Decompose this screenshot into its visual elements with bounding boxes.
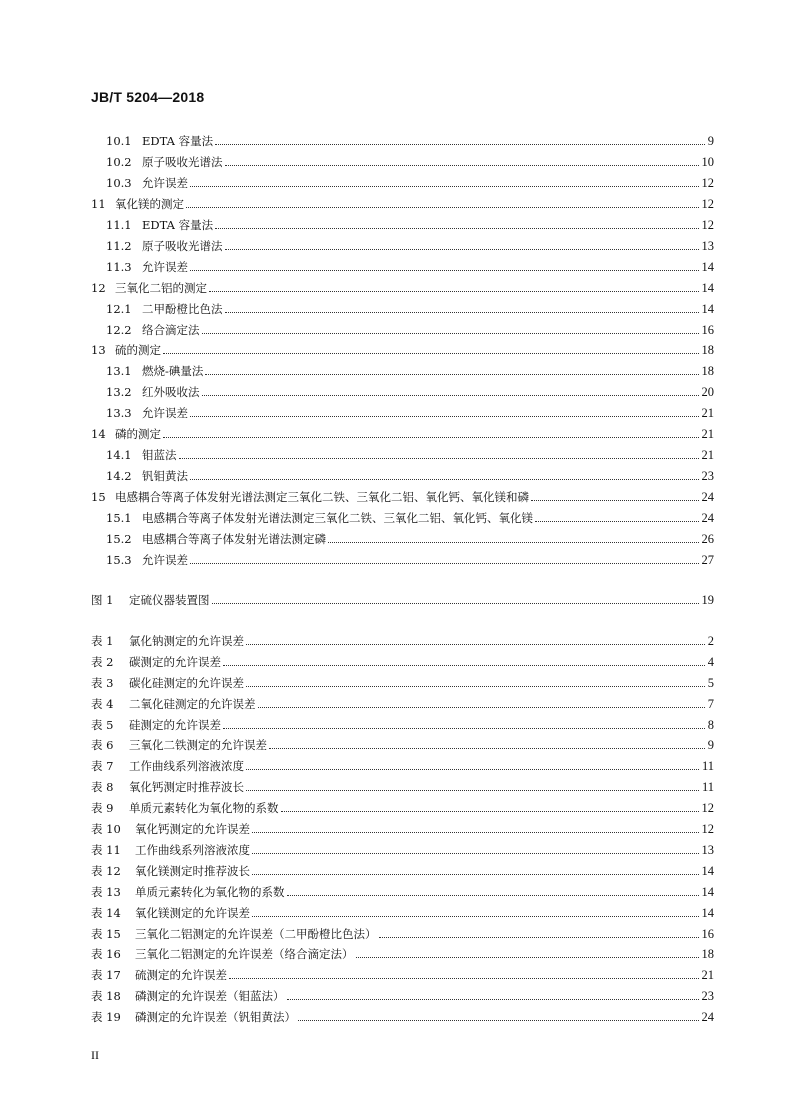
toc-entry-title: 氧化钙测定时推荐波长 — [129, 780, 244, 794]
toc-row[interactable] — [91, 816, 714, 836]
toc-entry-number: 13.3 — [106, 406, 132, 420]
toc-row[interactable] — [106, 170, 714, 190]
toc-entry-page: 21 — [701, 448, 714, 462]
toc-entry-page: 13 — [701, 843, 714, 857]
toc-entry-page: 16 — [701, 927, 714, 941]
toc-entry-title: 硫的测定 — [115, 343, 161, 357]
toc-row[interactable] — [106, 254, 714, 274]
toc-entry-number: 15 — [91, 490, 106, 504]
toc-row[interactable] — [91, 900, 714, 920]
toc-row[interactable] — [91, 837, 714, 857]
toc-entry-title: 硫测定的允许误差 — [135, 968, 227, 982]
toc-entry-number: 表 3 — [91, 676, 114, 690]
toc-entry-number: 表 12 — [91, 864, 121, 878]
toc-entry-title: 原子吸收光谱法 — [142, 239, 223, 253]
dot-leader — [186, 207, 699, 208]
toc-entry-title: 三氧化二铝测定的允许误差（二甲酚橙比色法） — [135, 927, 377, 941]
dot-leader — [190, 416, 699, 417]
dot-leader — [225, 249, 699, 250]
dot-leader — [205, 374, 698, 375]
toc-row[interactable] — [91, 753, 714, 773]
toc-entry-number: 10.3 — [106, 176, 132, 190]
dot-leader — [328, 542, 699, 543]
toc-row[interactable] — [106, 317, 714, 337]
toc-row[interactable] — [106, 505, 714, 525]
dot-leader — [356, 957, 699, 958]
toc-entry-number: 表 18 — [91, 989, 121, 1003]
toc-entry-page: 14 — [701, 302, 714, 316]
dot-leader — [225, 312, 699, 313]
toc-entry-title: 氧化镁的测定 — [115, 197, 184, 211]
toc-entry-page: 24 — [701, 511, 714, 525]
toc-row[interactable] — [91, 941, 714, 961]
toc-entry-title: 二甲酚橙比色法 — [142, 302, 223, 316]
toc-row[interactable] — [91, 732, 714, 752]
toc-entry-number: 12 — [91, 281, 106, 295]
toc-row[interactable] — [106, 212, 714, 232]
toc-entry-title: 磷测定的允许误差（钼蓝法） — [135, 989, 285, 1003]
toc-entry-page: 24 — [701, 490, 714, 504]
dot-leader — [163, 437, 699, 438]
toc-entry-page: 7 — [707, 697, 714, 711]
dot-leader — [223, 728, 705, 729]
toc-entry-number: 11.2 — [106, 239, 132, 253]
toc-entry-page: 21 — [701, 406, 714, 420]
toc-row[interactable] — [106, 149, 714, 169]
toc-entry-page: 18 — [701, 343, 714, 357]
toc-entry-title: 二氧化硅测定的允许误差 — [129, 697, 256, 711]
toc-entry-page: 12 — [701, 176, 714, 190]
dot-leader — [252, 874, 699, 875]
toc-row[interactable] — [91, 1004, 714, 1024]
toc-entry-number: 14 — [91, 427, 106, 441]
toc-entry-title: 燃烧-碘量法 — [142, 364, 204, 378]
toc-entry-page: 24 — [701, 1010, 714, 1024]
toc-entry-title: 工作曲线系列溶液浓度 — [135, 843, 250, 857]
toc-entry-number: 表 11 — [91, 843, 121, 857]
dot-leader — [246, 686, 705, 687]
toc-entry-page: 10 — [701, 155, 714, 169]
toc-entry-title: 磷的测定 — [115, 427, 161, 441]
toc-row[interactable] — [106, 128, 714, 148]
toc-entry-page: 13 — [701, 239, 714, 253]
toc-entry-number: 14.2 — [106, 469, 132, 483]
toc-entry-title: 氯化钠测定的允许误差 — [129, 634, 244, 648]
toc-entry-title: 三氧化二铝测定的允许误差（络合滴定法） — [135, 947, 354, 961]
toc-row[interactable] — [91, 962, 714, 982]
toc-entry-number: 表 6 — [91, 738, 114, 752]
toc-entry-page: 14 — [701, 864, 714, 878]
toc-entry-page: 14 — [701, 906, 714, 920]
dot-leader — [202, 333, 699, 334]
toc-row[interactable] — [106, 233, 714, 253]
toc-row[interactable] — [91, 879, 714, 899]
toc-entry-title: 红外吸收法 — [142, 385, 200, 399]
toc-row[interactable] — [91, 983, 714, 1003]
toc-entry-page: 14 — [701, 885, 714, 899]
toc-row[interactable] — [106, 463, 714, 483]
dot-leader — [379, 937, 699, 938]
dot-leader — [252, 853, 699, 854]
toc-entry-page: 4 — [707, 655, 714, 669]
toc-entry-number: 12.1 — [106, 302, 132, 316]
dot-leader — [287, 895, 699, 896]
toc-entry-number: 13.1 — [106, 364, 132, 378]
dot-leader — [215, 228, 698, 229]
toc-row[interactable] — [91, 275, 714, 295]
toc-entry-title: EDTA 容量法 — [142, 218, 214, 232]
toc-row[interactable] — [91, 858, 714, 878]
dot-leader — [223, 665, 705, 666]
toc-row[interactable] — [91, 774, 714, 794]
toc-row[interactable] — [91, 795, 714, 815]
toc-entry-title: 硅测定的允许误差 — [129, 718, 221, 732]
toc-entry-title: 工作曲线系列溶液浓度 — [129, 759, 244, 773]
toc-entry-page: 23 — [701, 989, 714, 1003]
toc-entry-title: 碳测定的允许误差 — [129, 655, 221, 669]
toc-entry-page: 20 — [701, 385, 714, 399]
toc-entry-number: 15.2 — [106, 532, 132, 546]
toc-entry-number: 表 2 — [91, 655, 114, 669]
dot-leader — [229, 978, 699, 979]
toc-entry-page: 9 — [707, 134, 714, 148]
toc-row[interactable] — [106, 296, 714, 316]
toc-entry-title: 氧化钙测定的允许误差 — [135, 822, 250, 836]
toc-row[interactable] — [106, 400, 714, 420]
dot-leader — [190, 186, 699, 187]
dot-leader — [252, 832, 699, 833]
toc-entry-page: 8 — [707, 718, 714, 732]
dot-leader — [202, 395, 699, 396]
toc-entry-page: 16 — [701, 323, 714, 337]
toc-row[interactable] — [91, 337, 714, 357]
dot-leader — [190, 479, 699, 480]
toc-entry-title: 允许误差 — [142, 553, 188, 567]
toc-entry-title: 电感耦合等离子体发射光谱法测定磷 — [142, 532, 326, 546]
dot-leader — [287, 999, 699, 1000]
toc-entry-number: 表 15 — [91, 927, 121, 941]
toc-entry-number: 15.3 — [106, 553, 132, 567]
toc-row[interactable] — [91, 421, 714, 441]
toc-entry-title: 单质元素转化为氧化物的系数 — [135, 885, 285, 899]
toc-entry-page: 12 — [701, 197, 714, 211]
toc-row[interactable] — [91, 191, 714, 211]
toc-entry-number: 图 1 — [91, 593, 114, 607]
dot-leader — [252, 916, 699, 917]
toc-entry-page: 27 — [701, 553, 714, 567]
dot-leader — [298, 1020, 699, 1021]
toc-entry-number: 表 5 — [91, 718, 114, 732]
toc-entry-title: 允许误差 — [142, 260, 188, 274]
toc-entry-page: 23 — [701, 469, 714, 483]
toc-entry-title: 允许误差 — [142, 176, 188, 190]
toc-entry-page: 19 — [701, 593, 714, 607]
toc-row[interactable] — [106, 379, 714, 399]
dot-leader — [190, 270, 699, 271]
toc-entry-number: 10.1 — [106, 134, 132, 148]
dot-leader — [246, 644, 705, 645]
toc-row[interactable] — [106, 547, 714, 567]
toc-entry-page: 21 — [701, 968, 714, 982]
toc-entry-page: 26 — [701, 532, 714, 546]
toc-entry-number: 13 — [91, 343, 106, 357]
dot-leader — [246, 769, 699, 770]
toc-entry-title: 碳化硅测定的允许误差 — [129, 676, 244, 690]
toc-entry-number: 11.1 — [106, 218, 132, 232]
toc-row[interactable] — [91, 670, 714, 690]
toc-entry-page: 2 — [707, 634, 714, 648]
dot-leader — [246, 790, 699, 791]
toc-entry-page: 12 — [701, 822, 714, 836]
toc-row[interactable] — [91, 649, 714, 669]
toc-entry-number: 14.1 — [106, 448, 132, 462]
toc-entry-number: 表 10 — [91, 822, 121, 836]
toc-entry-title: 单质元素转化为氧化物的系数 — [129, 801, 279, 815]
dot-leader — [258, 707, 705, 708]
standard-code-header: JB/T 5204—2018 — [91, 89, 205, 105]
toc-entry-number: 表 17 — [91, 968, 121, 982]
toc-entry-number: 表 14 — [91, 906, 121, 920]
toc-row[interactable] — [106, 526, 714, 546]
toc-row[interactable] — [91, 587, 714, 607]
toc-entry-page: 18 — [701, 364, 714, 378]
toc-row[interactable] — [91, 921, 714, 941]
toc-entry-title: 三氧化二铁测定的允许误差 — [129, 738, 267, 752]
dot-leader — [281, 811, 699, 812]
toc-entry-number: 表 13 — [91, 885, 121, 899]
toc-entry-title: 络合滴定法 — [142, 323, 200, 337]
toc-entry-number: 表 9 — [91, 801, 114, 815]
toc-entry-title: 原子吸收光谱法 — [142, 155, 223, 169]
toc-entry-number: 表 19 — [91, 1010, 121, 1024]
dot-leader — [531, 500, 699, 501]
toc-entry-page: 9 — [707, 738, 714, 752]
toc-entry-page: 12 — [701, 218, 714, 232]
toc-entry-number: 15.1 — [106, 511, 132, 525]
toc-entry-number: 表 4 — [91, 697, 114, 711]
dot-leader — [163, 353, 699, 354]
toc-row[interactable] — [106, 442, 714, 462]
toc-entry-number: 11 — [91, 197, 106, 211]
toc-entry-number: 表 16 — [91, 947, 121, 961]
toc-entry-title: EDTA 容量法 — [142, 134, 214, 148]
toc-entry-title: 氧化镁测定时推荐波长 — [135, 864, 250, 878]
dot-leader — [269, 748, 705, 749]
toc-entry-number: 12.2 — [106, 323, 132, 337]
toc-entry-number: 表 8 — [91, 780, 114, 794]
toc-row[interactable] — [106, 358, 714, 378]
toc-entry-page: 11 — [701, 759, 714, 773]
toc-row[interactable] — [91, 712, 714, 732]
toc-entry-title: 三氧化二铝的测定 — [115, 281, 207, 295]
toc-entry-title: 钒钼黄法 — [142, 469, 188, 483]
dot-leader — [225, 165, 699, 166]
toc-entry-page: 11 — [701, 780, 714, 794]
dot-leader — [535, 521, 699, 522]
dot-leader — [179, 458, 699, 459]
toc-row[interactable] — [91, 628, 714, 648]
toc-entry-page: 14 — [701, 260, 714, 274]
toc-row[interactable] — [91, 484, 714, 504]
toc-entry-title: 定硫仪器装置图 — [129, 593, 210, 607]
toc-entry-page: 14 — [701, 281, 714, 295]
toc-entry-title: 氧化镁测定的允许误差 — [135, 906, 250, 920]
toc-entry-page: 18 — [701, 947, 714, 961]
page-number: II — [91, 1048, 99, 1062]
dot-leader — [215, 144, 705, 145]
toc-row[interactable] — [91, 691, 714, 711]
toc-entry-number: 表 7 — [91, 759, 114, 773]
toc-entry-page: 21 — [701, 427, 714, 441]
toc-entry-number: 表 1 — [91, 634, 114, 648]
toc-entry-number: 10.2 — [106, 155, 132, 169]
dot-leader — [212, 603, 699, 604]
toc-entry-title: 电感耦合等离子体发射光谱法测定三氧化二铁、三氧化二铝、氧化钙、氧化镁 — [142, 511, 533, 525]
toc-entry-number: 11.3 — [106, 260, 132, 274]
dot-leader — [190, 563, 699, 564]
toc-entry-page: 5 — [707, 676, 714, 690]
dot-leader — [209, 291, 699, 292]
toc-entry-title: 允许误差 — [142, 406, 188, 420]
toc-entry-title: 钼蓝法 — [142, 448, 177, 462]
toc-entry-title: 磷测定的允许误差（钒钼黄法） — [135, 1010, 296, 1024]
toc-entry-number: 13.2 — [106, 385, 132, 399]
toc-entry-title: 电感耦合等离子体发射光谱法测定三氧化二铁、三氧化二铝、氧化钙、氧化镁和磷 — [115, 490, 529, 504]
toc-entry-page: 12 — [701, 801, 714, 815]
